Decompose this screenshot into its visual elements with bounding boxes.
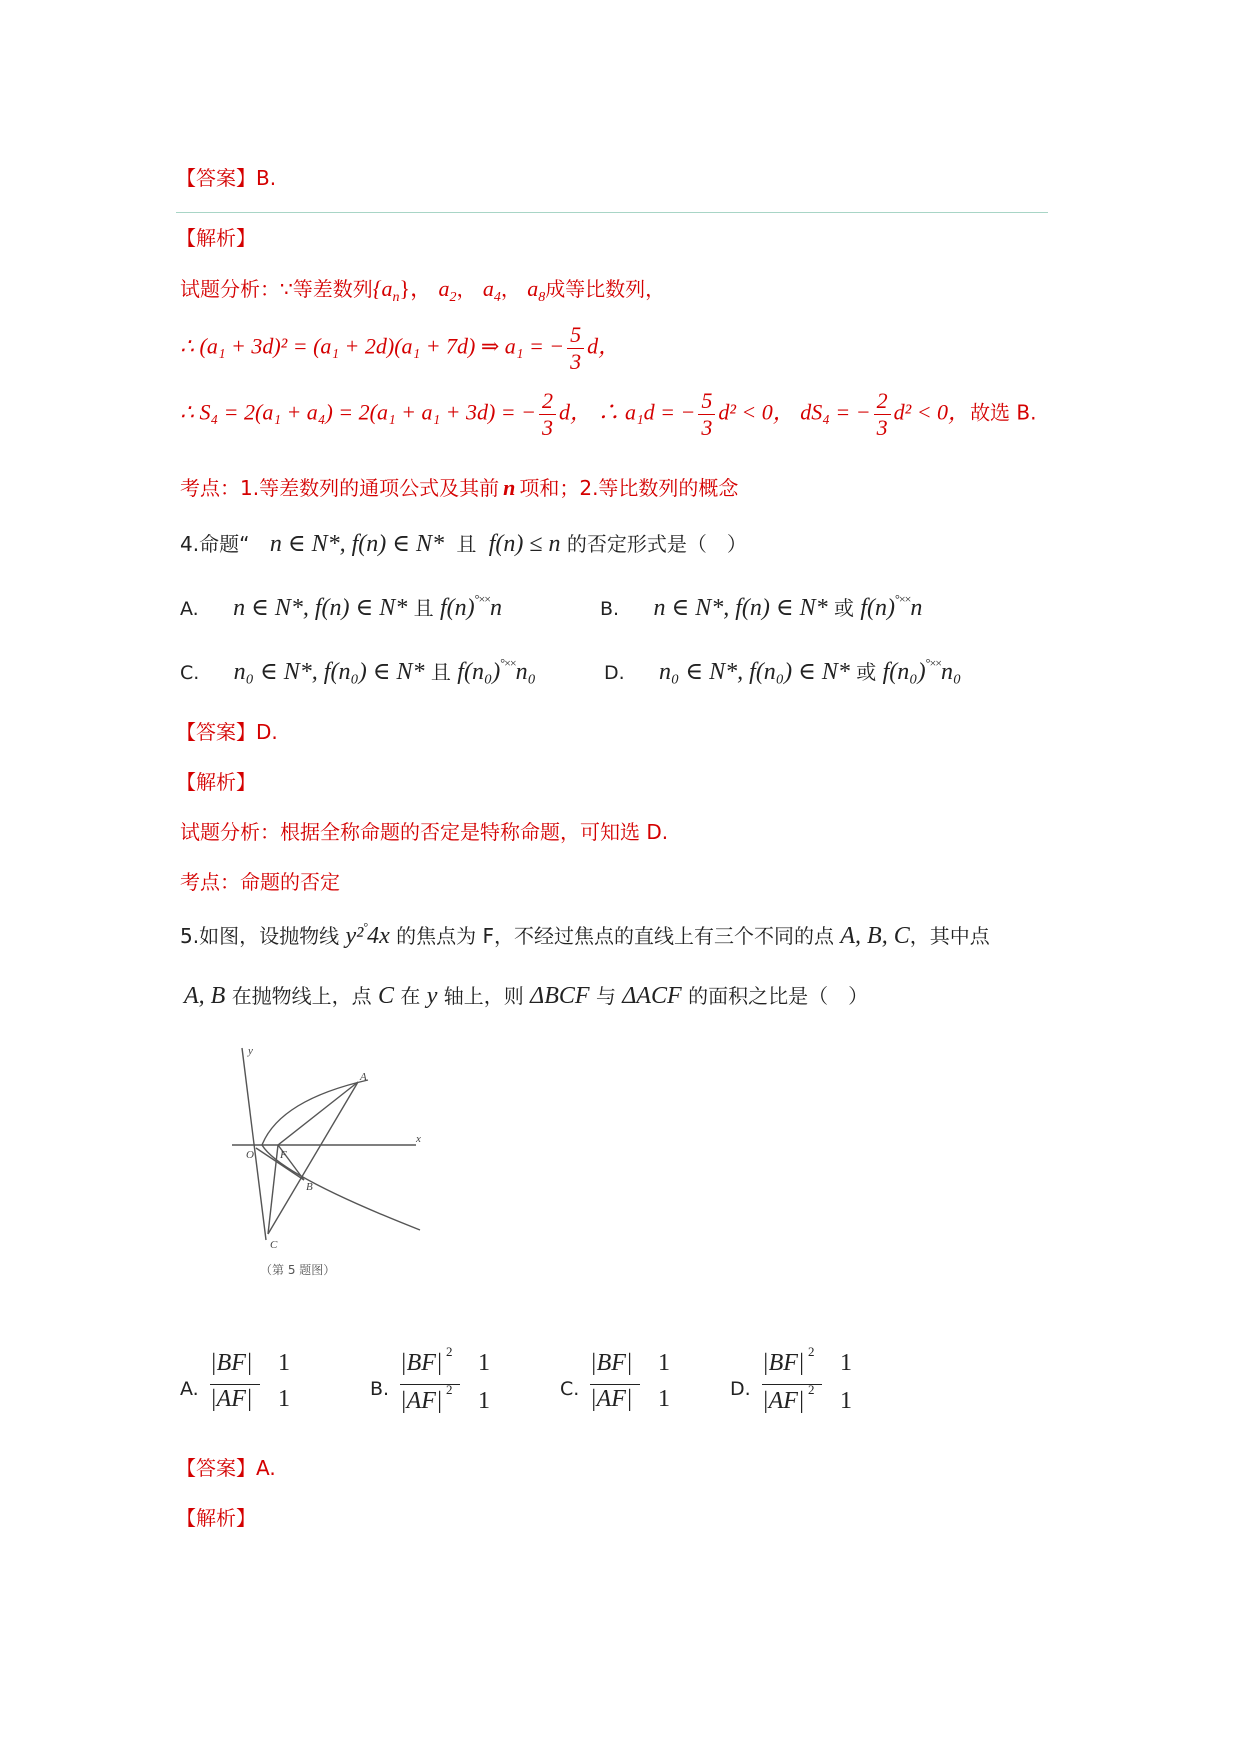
q5-stem-line1: 5.如图，设抛物线 y²°4x 的焦点为 F，不经过焦点的直线上有三个不同的点 A, B, C，其中点 xyxy=(180,920,990,949)
q3-line1-a8: $a_8$ xyxy=(527,276,546,305)
q3-analysis-label: 【解析】 xyxy=(176,226,256,250)
q3-kaodian: 考点：1.等差数列的通项公式及其前 n 项和；2.等比数列的概念 xyxy=(180,475,739,500)
q4-option-d: D. n₀ ∈ N*, f(n₀) ∈ N* 或 f(n₀)°××n₀ xyxy=(604,656,962,685)
q4-option-a-label: A. xyxy=(180,598,199,620)
q5-option-d-label: D. xyxy=(730,1378,751,1400)
q4-stem-prefix: 4.命题“ xyxy=(180,532,250,556)
q3-line3-c: d² < 0， dS₄ = − xyxy=(718,399,871,425)
label-f: F xyxy=(280,1149,287,1161)
label-a: A xyxy=(360,1071,367,1083)
q4-option-b: B. n ∈ N*, f(n) ∈ N* 或 f(n)°××n xyxy=(600,592,923,621)
q4-answer: 【答案】D. xyxy=(176,720,278,744)
q5-analysis-label: 【解析】 xyxy=(176,1506,256,1530)
q5-option-a-frac: |BF| 1 |AF| 1 xyxy=(210,1350,290,1412)
q5-option-c-label: C. xyxy=(560,1378,580,1400)
q5-option-a-label: A. xyxy=(180,1378,199,1400)
q3-line3-frac2: $\frac{5}{3}$ xyxy=(698,388,715,441)
q5-option-c-frac: |BF| 1 |AF| 1 xyxy=(590,1350,670,1412)
q3-line3-d: d² < 0， xyxy=(893,399,971,425)
q3-line3-frac3: $\frac{2}{3}$ xyxy=(874,388,891,441)
q3-line3-frac1: $\frac{2}{3}$ xyxy=(539,388,556,441)
label-y: y xyxy=(248,1045,253,1057)
label-o: O xyxy=(246,1149,254,1161)
label-x: x xyxy=(416,1133,421,1145)
q4-option-d-label: D. xyxy=(604,662,625,684)
q4-analysis-label: 【解析】 xyxy=(176,770,256,794)
q4-stem-math: n ∈ N*, f(n) ∈ N* xyxy=(269,531,445,557)
q5-stem-line2: A, B 在抛物线上，点 C 在 y 轴上，则 ΔBCF 与 ΔACF 的面积之比是（ ） xyxy=(184,983,869,1009)
q3-answer-value: B. xyxy=(256,166,277,190)
figure-caption: （第 5 题图） xyxy=(260,1263,336,1277)
q5-answer: 【答案】A. xyxy=(176,1456,276,1480)
section-divider xyxy=(176,212,1048,213)
q3-line1-a4: $a_4$ xyxy=(482,276,501,305)
q5-option-d-frac: |BF| 2 1 |AF| 2 1 xyxy=(762,1344,852,1414)
q3-answer-label: 【答案】 xyxy=(176,166,256,190)
q5-option-b-frac: |BF| 2 1 |AF| 2 1 xyxy=(400,1344,490,1414)
q3-line2-tail: d， xyxy=(587,333,621,359)
q4-option-c: C. n₀ ∈ N*, f(n₀) ∈ N* 且 f(n₀)°××n₀ xyxy=(180,656,536,685)
q3-line1-prefix: 试题分析： xyxy=(180,277,280,301)
q3-line2-eq: ∴ (a₁ + 3d)² = (a₁ + 2d)(a₁ + 7d) ⇒ a₁ = − xyxy=(180,333,565,359)
parabola-figure xyxy=(220,1040,440,1280)
q4-analysis: 试题分析：根据全称命题的否定是特称命题，可知选 D. xyxy=(180,820,669,844)
q3-line2-frac: $\frac{5}{3}$ xyxy=(567,322,584,375)
q4-option-b-label: B. xyxy=(600,598,620,620)
q4-option-c-label: C. xyxy=(180,662,200,684)
q3-analysis-line3 xyxy=(180,388,1037,441)
q3-analysis-line1: 试题分析：∵等差数列$\{a_n\}$， $a_2$， $a_4$， $a_8$成等比数列， xyxy=(180,276,666,305)
q4-option-a: A. n ∈ N*, f(n) ∈ N* 且 f(n)°××n xyxy=(180,592,502,621)
q3-line1-because: ∵等差数列 xyxy=(280,277,373,301)
q4-kaodian: 考点：命题的否定 xyxy=(180,870,340,894)
q4-stem-mid: 且 xyxy=(456,532,477,556)
q3-line1-a2: $a_2$ xyxy=(438,276,457,305)
q3-line1-tail: 成等比数列， xyxy=(545,277,666,301)
line-fa xyxy=(278,1082,358,1145)
q4-stem-math2: f(n) ≤ n xyxy=(488,531,561,557)
q3-analysis-line2 xyxy=(180,322,620,375)
q3-line3-tail: 故选 B. xyxy=(970,400,1037,425)
q4-stem-tail: 的否定形式是（ ） xyxy=(566,532,747,556)
q3-line3-b: d， ∴ a₁d = − xyxy=(558,399,696,425)
q5-option-b-label: B. xyxy=(370,1378,390,1400)
q3-line3-a: ∴ S₄ = 2(a₁ + a₄) = 2(a₁ + a₁ + 3d) = − xyxy=(180,399,536,425)
label-c: C xyxy=(270,1239,278,1251)
q4-stem xyxy=(180,528,747,558)
q3-answer xyxy=(176,162,276,191)
q3-line1-seq: $\{a_n\}$， xyxy=(372,276,433,305)
label-b: B xyxy=(306,1181,313,1193)
